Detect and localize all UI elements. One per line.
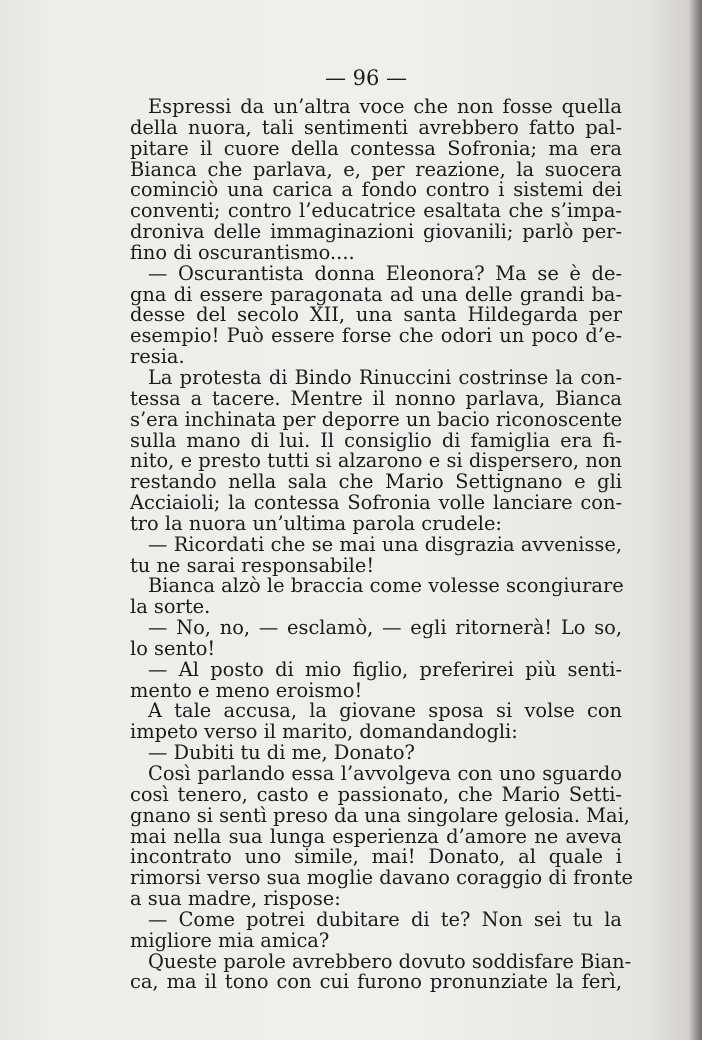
text-line: migliore mia amica?: [130, 928, 330, 952]
text-line: a sua madre, rispose:: [130, 887, 341, 911]
text-line: esempio! Può essere forse che odori un poco d’e-: [130, 324, 622, 348]
text-line: restando nella sala che Mario Settignano e gli: [130, 470, 622, 494]
text-line: mai nella sua lunga esperienza d’amore ne aveva: [130, 824, 622, 848]
text-line: — Dubiti tu di me, Donato?: [148, 741, 415, 765]
text-line: tu ne sarai responsabile!: [130, 553, 375, 577]
text-line: — No, no, — esclamò, — egli ritornerà! Lo so,: [148, 616, 622, 640]
text-line: della nuora, tali sentimenti avrebbero fatto pal-: [130, 115, 622, 139]
text-line: — Ricordati che se mai una disgrazia avvenisse,: [148, 532, 622, 556]
text-line: impeto verso il marito, domandandogli:: [130, 720, 518, 744]
text-line: gnano si sentì preso da una singolare gelosia. Mai,: [130, 803, 630, 827]
text-line: — Come potrei dubitare di te? Non sei tu la: [148, 907, 622, 931]
text-line: Bianca che parlava, e, per reazione, la suocera: [130, 157, 622, 181]
text-line: rimorsi verso sua moglie davano coraggio di fronte: [130, 866, 633, 890]
text-line: A tale accusa, la giovane sposa si volse con: [148, 699, 622, 723]
text-line: incontrato uno simile, mai! Donato, al quale i: [130, 845, 622, 869]
text-line: fino di oscurantismo....: [130, 240, 355, 264]
text-line: — Al posto di mio figlio, preferirei più senti-: [148, 657, 622, 681]
page-binding-edge: [688, 0, 702, 1040]
text-line: la sorte.: [130, 595, 211, 619]
text-line: così tenero, casto e passionato, che Mario Setti-: [130, 782, 622, 806]
text-line: resia.: [130, 345, 185, 369]
text-line: Queste parole avrebbero dovuto soddisfare Bian-: [148, 949, 632, 973]
body-text: [130, 95, 633, 994]
text-line: conventi; contro l’educatrice esaltata che s’impa-: [130, 199, 622, 223]
text-line: tessa a tacere. Mentre il nonno parlava, Bianca: [130, 386, 622, 410]
text-line: Così parlando essa l’avvolgeva con uno sguardo: [148, 762, 622, 785]
text-line: La protesta di Bindo Rinuccini costrinse la con-: [148, 365, 622, 389]
text-line: gna di essere paragonata ad una delle grandi ba-: [130, 282, 622, 306]
text-line: nito, e presto tutti si alzarono e si dispersero, non: [130, 449, 622, 473]
text-line: cominciò una carica a fondo contro i sistemi dei: [130, 178, 622, 202]
text-line: ca, ma il tono con cui furono pronunziate la ferì,: [130, 970, 622, 994]
text-line: droniva delle immaginazioni giovanili; parlò per-: [130, 220, 622, 244]
text-line: tro la nuora un’ultima parola crudele:: [130, 511, 502, 535]
text-line: lo sento!: [130, 636, 216, 660]
text-line: sulla mano di lui. Il consiglio di famiglia era fi-: [130, 428, 622, 452]
page-number: — 96 —: [324, 66, 408, 90]
text-line: Acciaioli; la contessa Sofronia volle lanciare con-: [130, 491, 622, 515]
text-line: mento e meno eroismo!: [130, 678, 363, 702]
text-line: pitare il cuore della contessa Sofronia; ma era: [130, 136, 622, 160]
text-line: Bianca alzò le braccia come volesse scongiurare: [148, 574, 624, 598]
text-line: Espressi da un’altra voce che non fosse quella: [148, 95, 622, 118]
text-line: desse del secolo XII, una santa Hildegarda per: [130, 303, 622, 327]
text-line: s’era inchinata per deporre un bacio riconoscente: [130, 407, 623, 431]
text-line: — Oscurantista donna Eleonora? Ma se è de-: [148, 261, 622, 285]
